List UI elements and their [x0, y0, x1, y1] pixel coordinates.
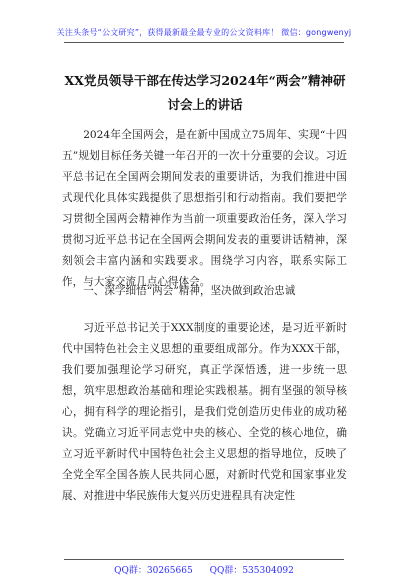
- footer-qq-group-1: QQ群：30265665: [114, 566, 193, 576]
- header-divider: [64, 42, 344, 43]
- footer-qq-group-2: QQ群：535304092: [209, 566, 294, 576]
- document-title: XX党员领导干部在传达学习2024年“两会”精神研讨会上的讲话: [64, 73, 346, 112]
- footer: [0, 563, 408, 576]
- paragraph-intro: 2024年全国两会，是在新中国成立75周年、实现“十四五”规划目标任务关键一年召开的一次十分重要的会议。习近平总书记在全国两会期间发表的重要讲话，为我们推进中国式现代化具体实践提供了思想指引和行动指南。我们要把学习贯彻全国两会精神作为当前一项重要政治任务，深入学习贯彻习近平总书记在全国两会期间发表的重要讲话精神，深刻领会丰富内涵和实践要求。围绕学习内容，联系实际工作，与大家交流几点心得体会。: [62, 129, 347, 288]
- header-banner: 关注头条号“公文研究”，获得最新最全最专业的公文资料库！ 微信：gongwenyj: [56, 28, 352, 37]
- section-heading-1: 一、深学细悟“两会”精神，坚决做到政治忠诚: [83, 285, 296, 297]
- paragraph-section-1: 习近平总书记关于XXX制度的重要论述，是习近平新时代中国特色社会主义思想的重要组成部分。作为XXX干部，我们要加强理论学习研究，真正学深悟透，进一步统一思想，筑牢思想政治基础和理论实践根基。拥有坚强的领导核心，拥有科学的理论指引，是我们党创造历史伟业的成功秘诀。党确立习近平同志党中央的核心、全党的核心地位，确立习近平新时代中国特色社会主义思想的指导地位，反映了全党全军全国各族人民共同心愿，对新时代党和国家事业发展、对推进中华民族伟大复兴历史进程具有决定性: [62, 322, 347, 502]
- footer-divider: [64, 559, 344, 560]
